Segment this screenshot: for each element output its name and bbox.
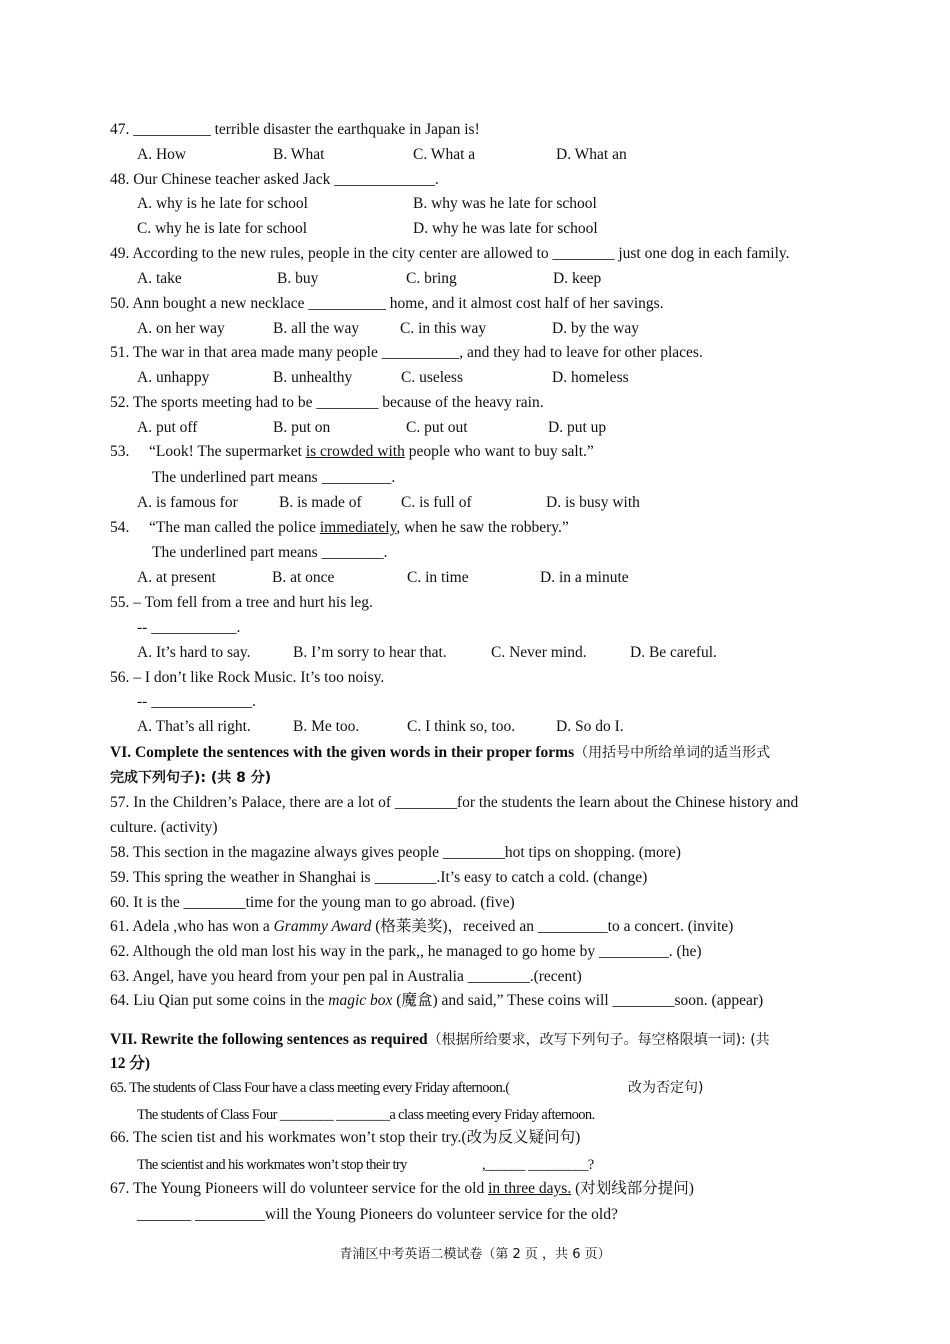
q56-option-d: D. So do I. [556,718,624,735]
q55-reply: -- ___________. [137,619,241,636]
q61-text-pre: 61. Adela ,who has won a [110,918,274,935]
q65-instruction: 改为否定句) [628,1080,704,1096]
q54-text-pre: “The man called the police [149,519,320,536]
section-6-heading [110,743,770,763]
q67-text-post: (对划线部分提问) [571,1180,694,1197]
q56-option-c: C. I think so, too. [407,718,516,735]
q51-option-b: B. unhealthy [273,369,353,386]
question-67 [110,1179,694,1199]
q55-option-a: A. It’s hard to say. [137,644,251,661]
q52-option-b: B. put on [273,419,331,436]
question-58: 58. This section in the magazine always gives people ________hot tips on shopping. (more) [110,844,681,861]
section-7-heading-line2: 12 分) [110,1055,151,1072]
q67-text-pre: 67. The Young Pioneers will do volunteer service for the old [110,1180,489,1197]
q50-option-d: D. by the way [552,320,639,337]
q61-italic: Grammy Award [273,918,372,935]
q64-text-post: (魔盒) and said,” These coins will ________soon. (appear) [392,992,764,1009]
q53-underlined-prompt: The underlined part means _________. [152,469,396,486]
q53-underlined: is crowded with [305,443,405,460]
question-53-number: 53. [110,443,130,460]
section-7-heading [110,1030,770,1050]
section-7-heading-cn: （根据所给要求，改写下列句子。每空格限填一词): (共 [427,1032,770,1048]
q54-underlined-prompt: The underlined part means ________. [152,544,388,561]
q47-option-d: D. What an [556,146,627,163]
q48-option-b: B. why was he late for school [413,195,597,212]
q47-option-c: C. What a [413,146,476,163]
q56-option-b: B. Me too. [293,718,360,735]
q49-option-a: A. take [137,270,182,287]
page-footer: 青浦区中考英语二模试卷（第 2 页 ，共 6 页） [339,1247,611,1262]
q47-option-a: A. How [137,146,187,163]
question-62: 62. Although the old man lost his way in the park,, he managed to go home by _________. (he) [110,943,702,960]
question-64 [110,991,763,1011]
q50-option-b: B. all the way [273,320,360,337]
q49-option-c: C. bring [406,270,457,287]
q49-option-d: D. keep [553,270,602,287]
q56-reply: -- _____________. [137,693,256,710]
q47-option-b: B. What [273,146,325,163]
q50-option-a: A. on her way [137,320,225,337]
question-57: 57. In the Children’s Palace, there are a lot of ________for the students the learn about the Chinese history and [110,794,799,811]
q52-option-a: A. put off [137,419,198,436]
q53-text-post: people who want to buy salt.” [404,443,594,460]
question-50: 50. Ann bought a new necklace __________ home, and it almost cost half of her savings. [110,295,664,312]
question-55: 55. – Tom fell from a tree and hurt his leg. [110,594,373,611]
q54-text-post: , when he saw the robbery.” [396,519,569,536]
q54-option-d: D. in a minute [540,569,629,586]
q53-option-c: C. is full of [401,494,472,511]
question-59: 59. This spring the weather in Shanghai is ________.It’s easy to catch a cold. (change) [110,869,648,886]
q64-italic: magic box [328,992,393,1009]
q54-option-a: A. at present [137,569,216,586]
q51-option-a: A. unhappy [137,369,210,386]
question-54 [149,518,569,538]
q53-option-d: D. is busy with [546,494,640,511]
q55-option-c: C. Never mind. [491,644,587,661]
q54-underlined: immediately [319,519,397,536]
question-51: 51. The war in that area made many people __________, and they had to leave for other places. [110,344,703,361]
question-49: 49. According to the new rules, people in the city center are allowed to ________ just one dog in each family. [110,245,790,262]
q66-rewrite-blanks: ,______ _________? [482,1157,594,1173]
section-6-heading-cn: （用括号中所给单词的适当形式 [574,745,771,761]
question-63: 63. Angel, have you heard from your pen pal in Australia ________.(recent) [110,968,582,985]
q56-option-a: A. That’s all right. [137,718,251,735]
question-57-cont: culture. (activity) [110,819,218,836]
q51-option-d: D. homeless [552,369,629,386]
question-60: 60. It is the ________time for the young man to go abroad. (five) [110,894,515,911]
q67-rewrite-line: _______ _________will the Young Pioneers do volunteer service for the old? [137,1206,618,1223]
q48-option-c: C. why he is late for school [137,220,308,237]
q54-option-b: B. at once [272,569,335,586]
q48-option-a: A. why is he late for school [137,195,308,212]
q53-option-a: A. is famous for [137,494,238,511]
question-53 [149,442,594,462]
q61-text-post: (格莱美奖)，received an _________to a concert. (invite) [371,918,734,935]
section-7-heading-en: VII. Rewrite the following sentences as required [110,1031,428,1048]
question-66: 66. The scien tist and his workmates won’t stop their try.(改为反义疑问句) [110,1129,581,1146]
section-6-heading-line2: 完成下列句子): (共 8 分) [110,770,272,786]
question-48: 48. Our Chinese teacher asked Jack _____________. [110,171,439,188]
question-52: 52. The sports meeting had to be ________ because of the heavy rain. [110,394,544,411]
q48-option-d: D. why he was late for school [413,220,598,237]
q67-underlined: in three days. [488,1180,572,1197]
section-6-heading-en: VI. Complete the sentences with the given words in their proper forms [110,744,575,761]
question-65 [110,1078,510,1098]
question-56: 56. – I don’t like Rock Music. It’s too noisy. [110,669,385,686]
q51-option-c: C. useless [401,369,463,386]
q55-option-b: B. I’m sorry to hear that. [293,644,447,661]
q65-text: 65. The students of Class Four have a class meeting every Friday afternoon.( [110,1080,510,1096]
q50-option-c: C. in this way [400,320,487,337]
q52-option-d: D. put up [548,419,607,436]
q54-option-c: C. in time [407,569,469,586]
q49-option-b: B. buy [277,270,319,287]
q52-option-c: C. put out [406,419,468,436]
q65-rewrite-line: The students of Class Four ________ ________a class meeting every Friday afternoon. [137,1107,595,1123]
q66-rewrite-line: The scientist and his workmates won’t stop their try [137,1157,407,1173]
q53-option-b: B. is made of [279,494,362,511]
q64-text-pre: 64. Liu Qian put some coins in the [110,992,329,1009]
question-47: 47. __________ terrible disaster the earthquake in Japan is! [110,121,480,138]
q55-option-d: D. Be careful. [630,644,717,661]
question-61 [110,917,733,937]
q53-text-pre: “Look! The supermarket [149,443,306,460]
question-54-number: 54. [110,519,130,536]
